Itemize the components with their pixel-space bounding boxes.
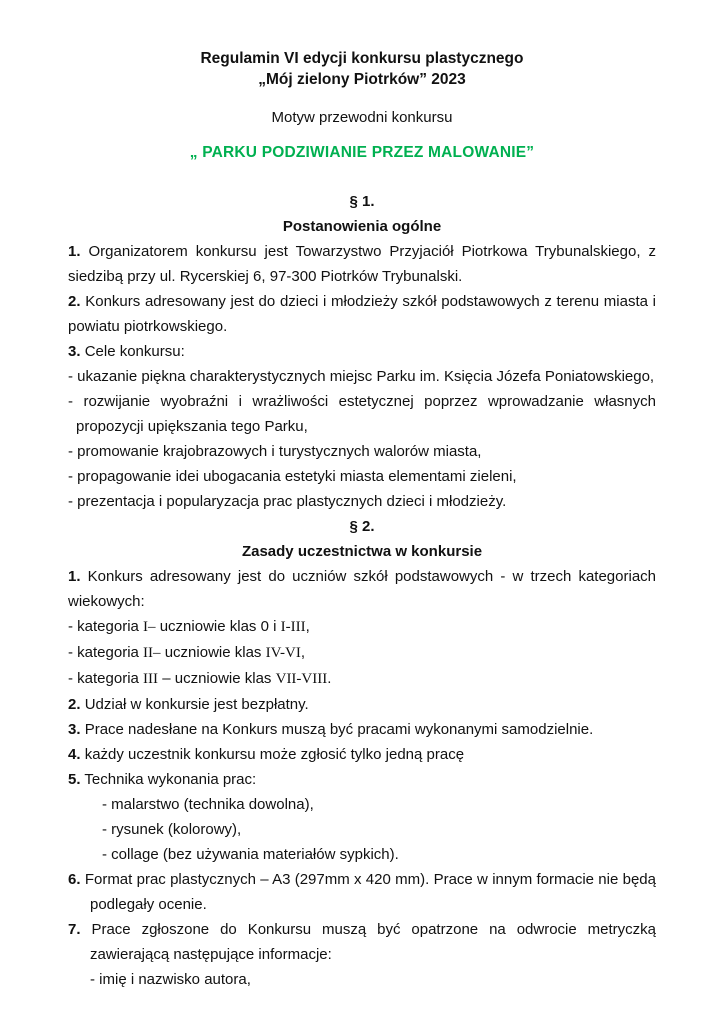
text-run: Konkurs adresowany jest do dzieci i młodzieży szkół podstawowych z terenu miasta i powiatu piotrkowskiego. — [68, 293, 656, 335]
text-run: - kategoria — [68, 644, 144, 661]
document-header — [68, 48, 656, 163]
contest-motto: „ PARKU PODZIWIANIE PRZEZ MALOWANIE” — [189, 144, 535, 161]
paragraph — [68, 717, 656, 742]
paragraph — [68, 614, 656, 640]
paragraph — [68, 792, 656, 817]
text-run: Prace zgłoszone do Konkursu muszą być opatrzone na odwrocie metryczką zawierającą następujące informacje: — [90, 921, 656, 963]
paragraph — [68, 289, 656, 339]
text-run: - promowanie krajobrazowych i turystycznych walorów miasta, — [68, 443, 482, 460]
text-run: , — [300, 644, 306, 661]
paragraph — [68, 666, 656, 692]
text-run: Organizatorem konkursu jest Towarzystwo Przyjaciół Piotrkowa Trybunalskiego, z siedzibą przy ul. Rycerskiej 6, 97-300 Piotrków Trybunalski. — [68, 243, 656, 285]
text-run: Technika wykonania prac: — [84, 771, 257, 788]
paragraph — [68, 364, 656, 389]
item-number: 3. — [68, 343, 81, 360]
text-run: Konkurs adresowany jest do uczniów szkół podstawowych - w trzech kategoriach wiekowych: — [68, 568, 657, 610]
paragraph — [68, 464, 656, 489]
paragraph — [68, 692, 656, 717]
text-run: - malarstwo (technika dowolna), — [102, 796, 314, 813]
text-run: - rysunek (kolorowy), — [102, 821, 242, 838]
item-number: 1. — [68, 243, 81, 260]
section — [68, 514, 656, 992]
text-run: I– — [143, 619, 156, 635]
paragraph — [68, 564, 656, 614]
item-number: 2. — [68, 293, 81, 310]
document-title-line1: Regulamin VI edycji konkursu plastycznego — [200, 50, 524, 67]
text-run: Cele konkursu: — [84, 343, 185, 360]
section-number: § 2. — [349, 518, 375, 535]
paragraph — [68, 817, 656, 842]
text-run: - propagowanie idei ubogacania estetyki miasta elementami zieleni, — [68, 468, 517, 485]
text-run: . — [327, 670, 332, 687]
text-run: - prezentacja i popularyzacja prac plastycznych dzieci i młodzieży. — [68, 493, 507, 510]
paragraph — [68, 239, 656, 289]
text-run: IV-VI — [265, 645, 301, 661]
text-run: - imię i nazwisko autora, — [90, 971, 251, 988]
text-run: uczniowie klas — [160, 644, 266, 661]
item-number: 1. — [68, 568, 81, 585]
paragraph — [68, 439, 656, 464]
text-run: - kategoria — [68, 670, 144, 687]
paragraph — [68, 389, 656, 439]
sections-root — [68, 189, 656, 992]
paragraph — [68, 489, 656, 514]
document-subtitle: Motyw przewodni konkursu — [271, 109, 453, 126]
text-run: I-III — [280, 619, 306, 635]
item-number: 4. — [68, 746, 81, 763]
text-run: , — [305, 618, 310, 635]
paragraph — [68, 967, 656, 992]
document-title-line2: „Mój zielony Piotrków” 2023 — [258, 71, 466, 88]
text-run: VII-VIII — [275, 671, 328, 687]
item-number: 6. — [68, 871, 81, 888]
text-run: II– — [143, 645, 161, 661]
text-run: uczniowie klas 0 i — [155, 618, 281, 635]
paragraph — [68, 867, 656, 917]
paragraph — [68, 842, 656, 867]
text-run: Prace nadesłane na Konkurs muszą być pracami wykonanymi samodzielnie. — [84, 721, 594, 738]
text-run: - collage (bez używania materiałów sypkich). — [102, 846, 399, 863]
text-run: - rozwijanie wyobraźni i wrażliwości estetycznej poprzez wprowadzanie własnych propozycji upiększania tego Parku, — [68, 393, 656, 435]
item-number: 2. — [68, 696, 81, 713]
section-title: Postanowienia ogólne — [282, 218, 442, 235]
item-number: 3. — [68, 721, 81, 738]
paragraph — [68, 640, 656, 666]
section-title: Zasady uczestnictwa w konkursie — [241, 543, 483, 560]
text-run: - ukazanie piękna charakterystycznych miejsc Parku im. Księcia Józefa Poniatowskiego, — [68, 368, 655, 385]
paragraph — [68, 917, 656, 967]
section — [68, 189, 656, 514]
text-run: Format prac plastycznych – A3 (297mm x 420 mm). Prace w innym formacie nie będą podlegały ocenie. — [84, 871, 656, 913]
section-number: § 1. — [349, 193, 375, 210]
text-run: każdy uczestnik konkursu może zgłosić tylko jedną pracę — [84, 746, 465, 763]
paragraph — [68, 339, 656, 364]
item-number: 5. — [68, 771, 81, 788]
item-number: 7. — [68, 921, 81, 938]
paragraph — [68, 742, 656, 767]
text-run: III — [143, 671, 159, 687]
text-run: – uczniowie klas — [158, 670, 276, 687]
paragraph — [68, 767, 656, 792]
text-run: Udział w konkursie jest bezpłatny. — [84, 696, 309, 713]
text-run: - kategoria — [68, 618, 144, 635]
